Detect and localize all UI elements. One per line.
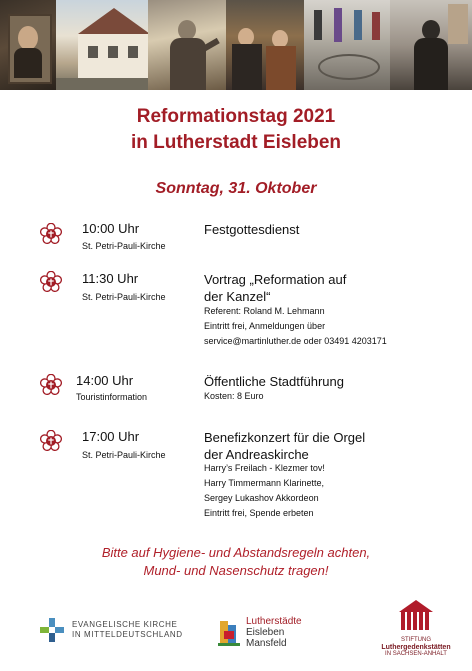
luther-rose-icon — [40, 430, 62, 452]
event-title-line: der Kanzel“ — [204, 289, 271, 304]
page-title-line-1: Reformationstag 2021 — [136, 106, 336, 127]
event-detail-line: Kosten: 8 Euro — [204, 391, 264, 401]
photo-banner — [0, 0, 472, 90]
lutherstaedte-logo-line: Lutherstädte — [246, 616, 302, 627]
town-square-photo — [304, 0, 390, 90]
event-detail-line: Eintritt frei, Anmeldungen über — [204, 321, 326, 331]
event-place: Touristinformation — [76, 392, 148, 402]
luther-statue-photo — [148, 0, 226, 90]
lutherstaedte-logo — [218, 616, 302, 649]
lutherstaedte-logo-line: Eisleben — [246, 627, 285, 638]
event-title — [204, 221, 299, 238]
event-details — [204, 461, 325, 521]
luther-rose-icon — [40, 271, 62, 293]
eisleben-house-photo — [56, 0, 148, 90]
ekm-logo — [40, 618, 183, 642]
stiftung-logo-line: IN SACHSEN-ANHALT — [385, 651, 447, 657]
event-time: 11:30 Uhr — [82, 271, 139, 286]
event-details — [204, 389, 264, 404]
event-title-line: Vortrag „Reformation auf — [204, 272, 347, 287]
stiftung-building-icon — [395, 598, 437, 632]
event-contact-line: service@martinluther.de oder 03491 4203171 — [204, 336, 387, 346]
event-title — [204, 271, 346, 305]
event-place: St. Petri-Pauli-Kirche — [82, 292, 166, 302]
ekm-logo-line: EVANGELISCHE KIRCHE — [72, 620, 178, 629]
event-place: St. Petri-Pauli-Kirche — [82, 450, 166, 460]
event-title — [204, 429, 365, 463]
event-date: Sonntag, 31. Oktober — [155, 180, 317, 197]
event-title-line: Festgottesdienst — [204, 222, 300, 237]
lutherstaedte-logo-text — [246, 616, 302, 649]
ekm-logo-line: IN MITTELDEUTSCHLAND — [72, 630, 183, 639]
stiftung-logo-text — [372, 637, 460, 658]
event-detail-line: Sergey Lukashov Akkordeon — [204, 493, 319, 503]
event-details — [204, 304, 387, 349]
event-title-line: Öffentliche Stadtführung — [204, 374, 344, 389]
lutherstaedte-logo-line: Mansfeld — [246, 638, 287, 649]
luther-portrait-photo — [0, 0, 56, 90]
event-time: 17:00 Uhr — [82, 429, 140, 444]
event-time: 14:00 Uhr — [76, 373, 134, 388]
ekm-cross-icon — [40, 618, 64, 642]
ekm-logo-text — [72, 620, 183, 640]
event-detail-line: Eintritt frei, Spende erbeten — [204, 508, 314, 518]
stiftung-logo-line: STIFTUNG — [401, 637, 431, 643]
stiftung-logo — [372, 598, 460, 658]
event-detail-line: Harry Timmermann Klarinette, — [204, 478, 325, 488]
page-title-line-2: in Lutherstadt Eisleben — [130, 132, 342, 153]
luther-rose-icon — [40, 223, 62, 245]
event-title-line: der Andreaskirche — [204, 447, 309, 462]
reenactors-photo — [226, 0, 304, 90]
hygiene-notice-line-2: Mund- und Nasenschutz tragen! — [143, 563, 329, 578]
hygiene-notice-line-1: Bitte auf Hygiene- und Abstandsregeln achten, — [101, 545, 371, 560]
luther-monument-photo — [390, 0, 472, 90]
event-time: 10:00 Uhr — [82, 221, 140, 236]
luther-rose-icon — [40, 374, 62, 396]
event-title — [204, 373, 344, 390]
event-detail-line: Referent: Roland M. Lehmann — [204, 306, 325, 316]
event-detail-line: Harry’s Freilach - Klezmer tov! — [204, 463, 325, 473]
lutherstaedte-mark-icon — [218, 619, 240, 647]
event-place: St. Petri-Pauli-Kirche — [82, 241, 166, 251]
stiftung-logo-line: Luthergedenkstätten — [381, 644, 451, 651]
event-title-line: Benefizkonzert für die Orgel — [204, 430, 366, 445]
